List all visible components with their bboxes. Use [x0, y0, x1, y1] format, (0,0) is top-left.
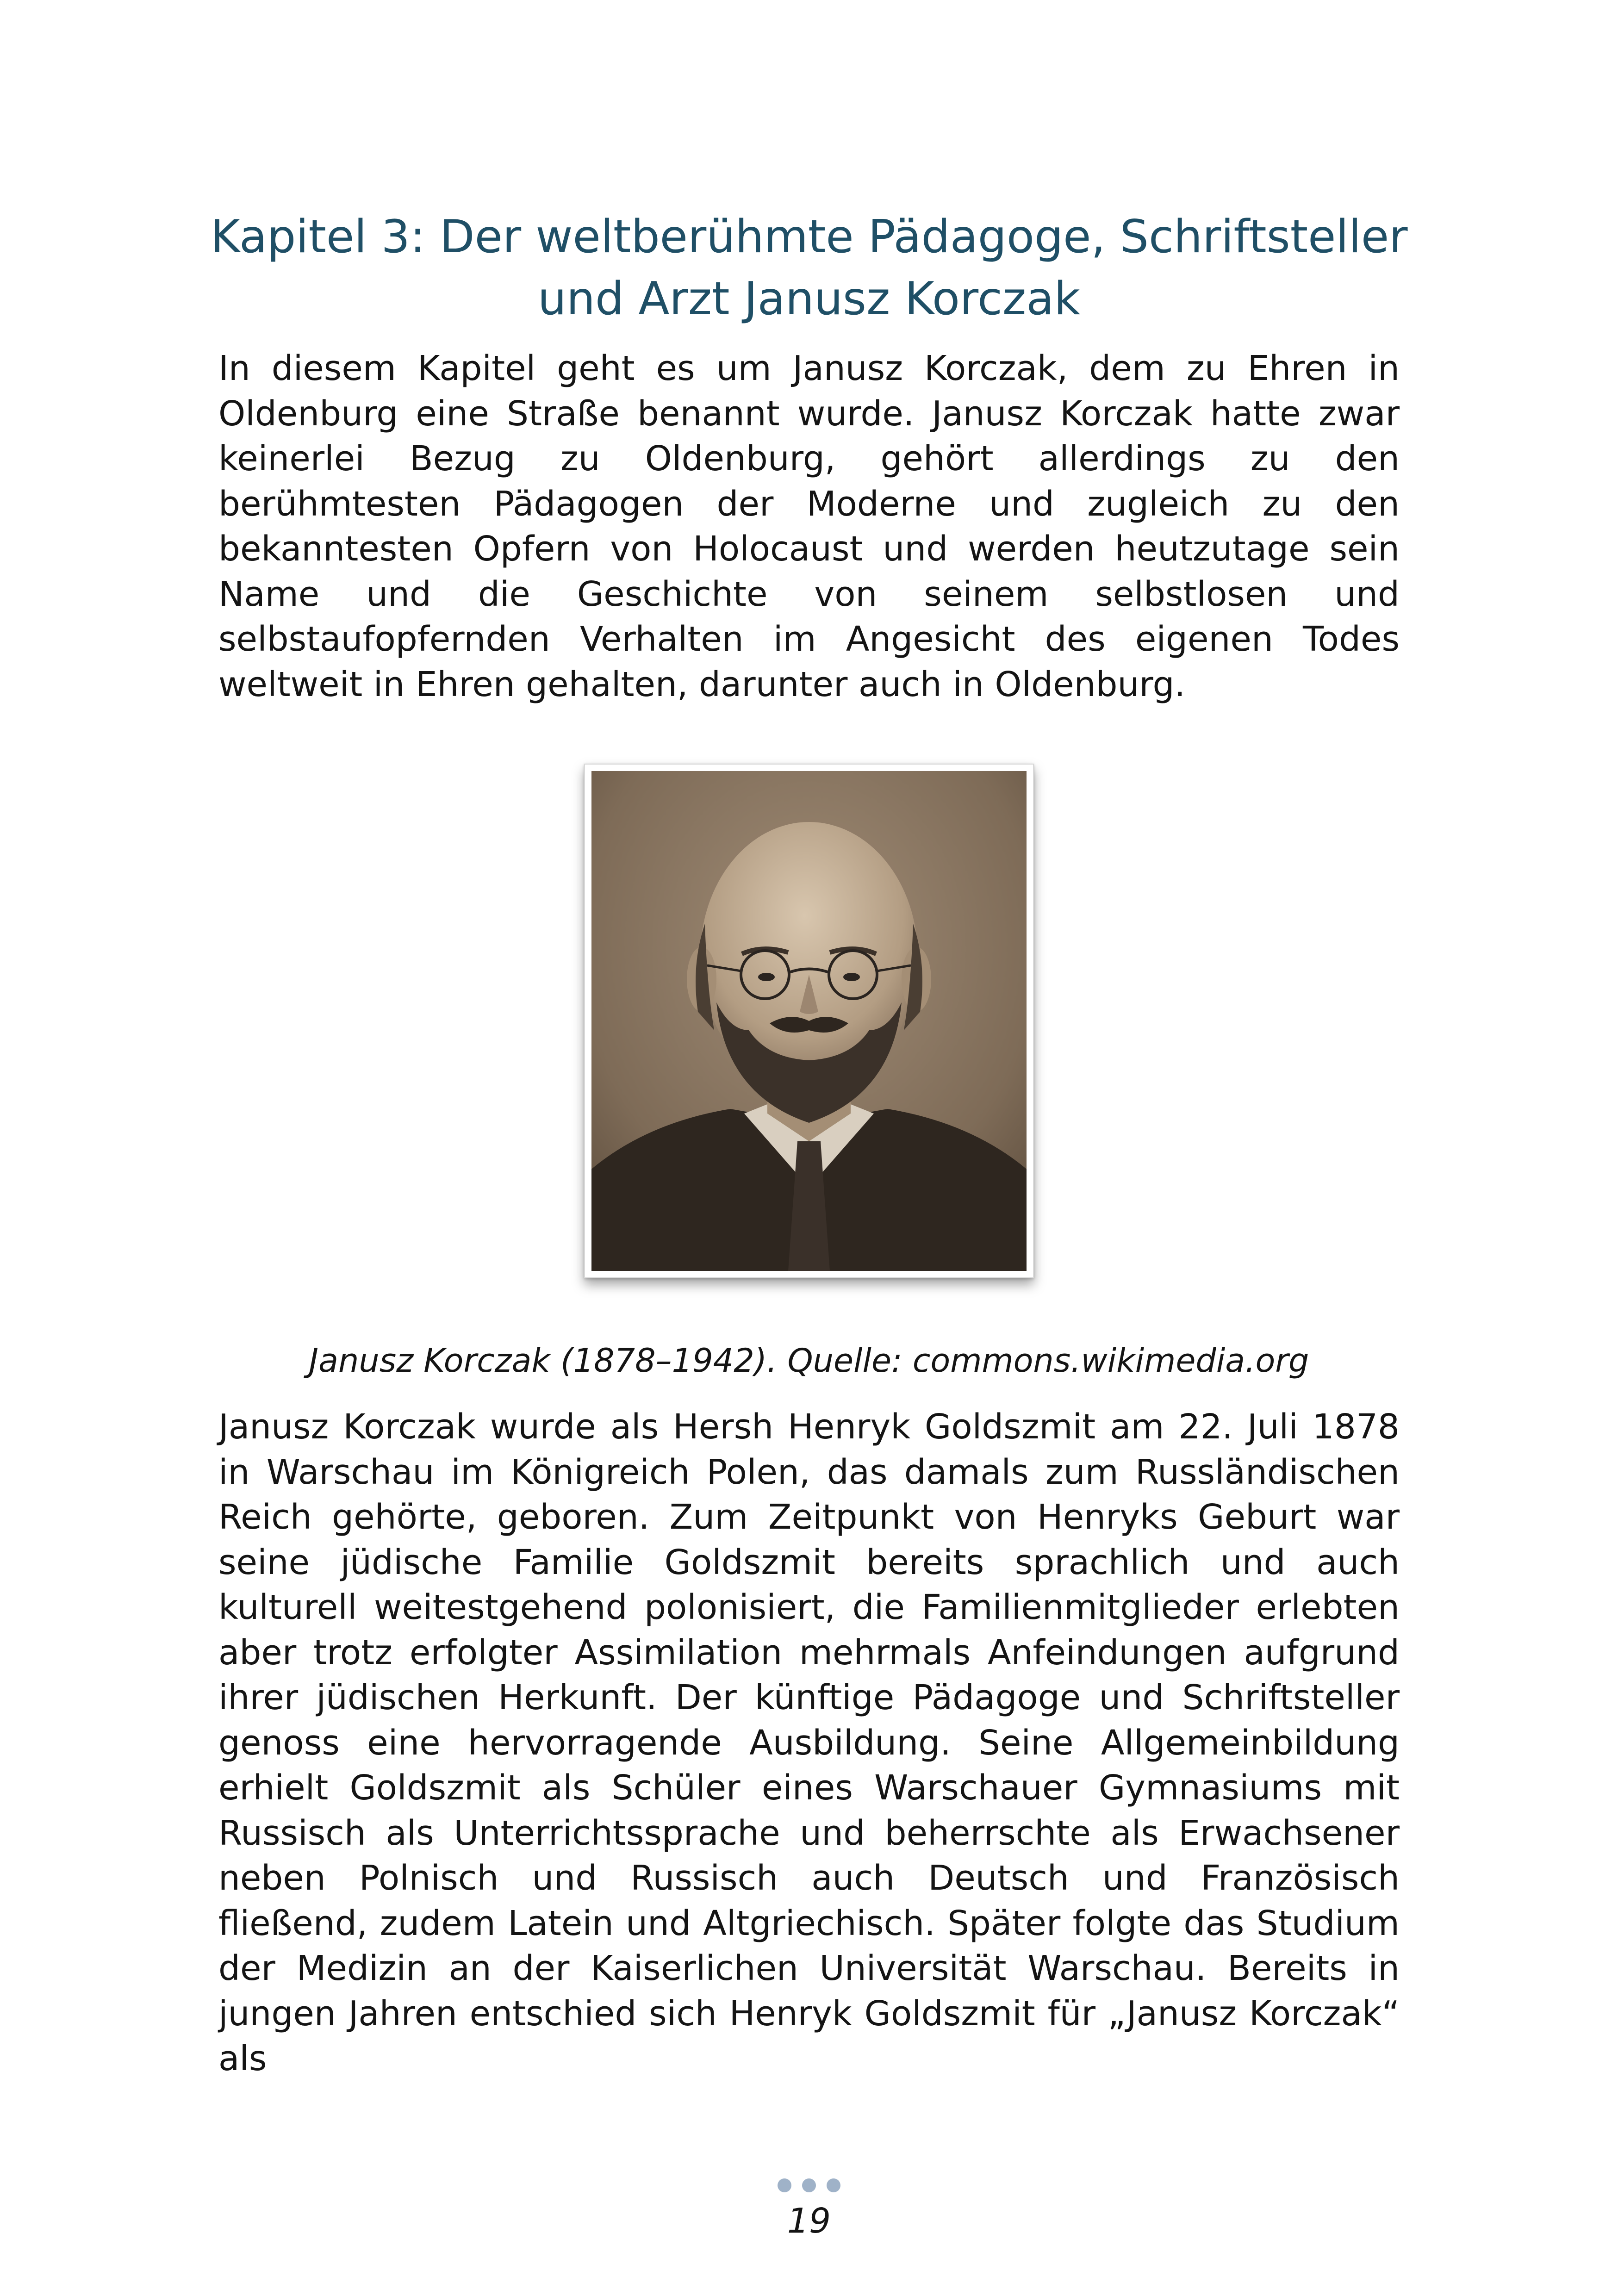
ornament-dot	[827, 2178, 840, 2192]
biography-paragraph: Janusz Korczak wurde als Hersh Henryk Goldszmit am 22. Juli 1878 in Warschau im Königreich Polen, das damals zum Russländischen Reich gehörte, geboren. Zum Zeitpunkt von Henryks Geburt war seine jüdische Familie Goldszmit bereits sprachlich und auch kulturell weitestgehend polonisiert, die Familienmitglieder erlebten aber trotz erfolgter Assimilation mehrmals Anfeindungen aufgrund ihrer jüdischen Herkunft. Der künftige Pädagoge und Schriftsteller genoss eine hervorragende Ausbildung. Seine Allgemeinbildung erhielt Goldszmit als Schüler eines Warschauer Gymnasiums mit Russisch als Unterrichtssprache und beherrschte als Erwachsener neben Polnisch und Russisch auch Deutsch und Französisch fließend, zudem Latein und Altgriechisch. Später folgte das Studium der Medizin an der Kaiserlichen Universität Warschau. Bereits in jungen Jahren entschied sich Henryk Goldszmit für „Janusz Korczak“ als	[218, 1407, 1400, 2078]
figure-caption: Janusz Korczak (1878–1942). Quelle: commons.wikimedia.org	[309, 1342, 1309, 1380]
chapter-title-line-2: und Arzt Janusz Korczak	[537, 273, 1081, 325]
intro-paragraph: In diesem Kapitel geht es um Janusz Korczak, dem zu Ehren in Oldenburg eine Straße benannt wurde. Janusz Korczak hatte zwar keinerlei Bezug zu Oldenburg, gehört allerdings zu den berühmtesten Pädagogen der Moderne und zugleich zu den bekanntesten Opfern von Holocaust und werden heutzutage sein Name und die Geschichte von seinem selbstlosen und selbstaufopfernden Verhalten im Angesicht des eigenen Todes weltweit in Ehren gehalten, darunter auch in Oldenburg.	[218, 348, 1400, 704]
ornament-dot	[802, 2178, 816, 2192]
portrait-illustration	[591, 771, 1027, 1271]
chapter-title	[139, 206, 1479, 330]
chapter-title-line-1: Kapitel 3: Der weltberühmte Pädagoge, Schriftsteller	[210, 211, 1408, 263]
ornament-dot	[778, 2178, 791, 2192]
portrait-photo	[584, 764, 1034, 1278]
page-ornament-dots	[772, 2176, 846, 2195]
page-number: 19	[787, 2201, 831, 2241]
